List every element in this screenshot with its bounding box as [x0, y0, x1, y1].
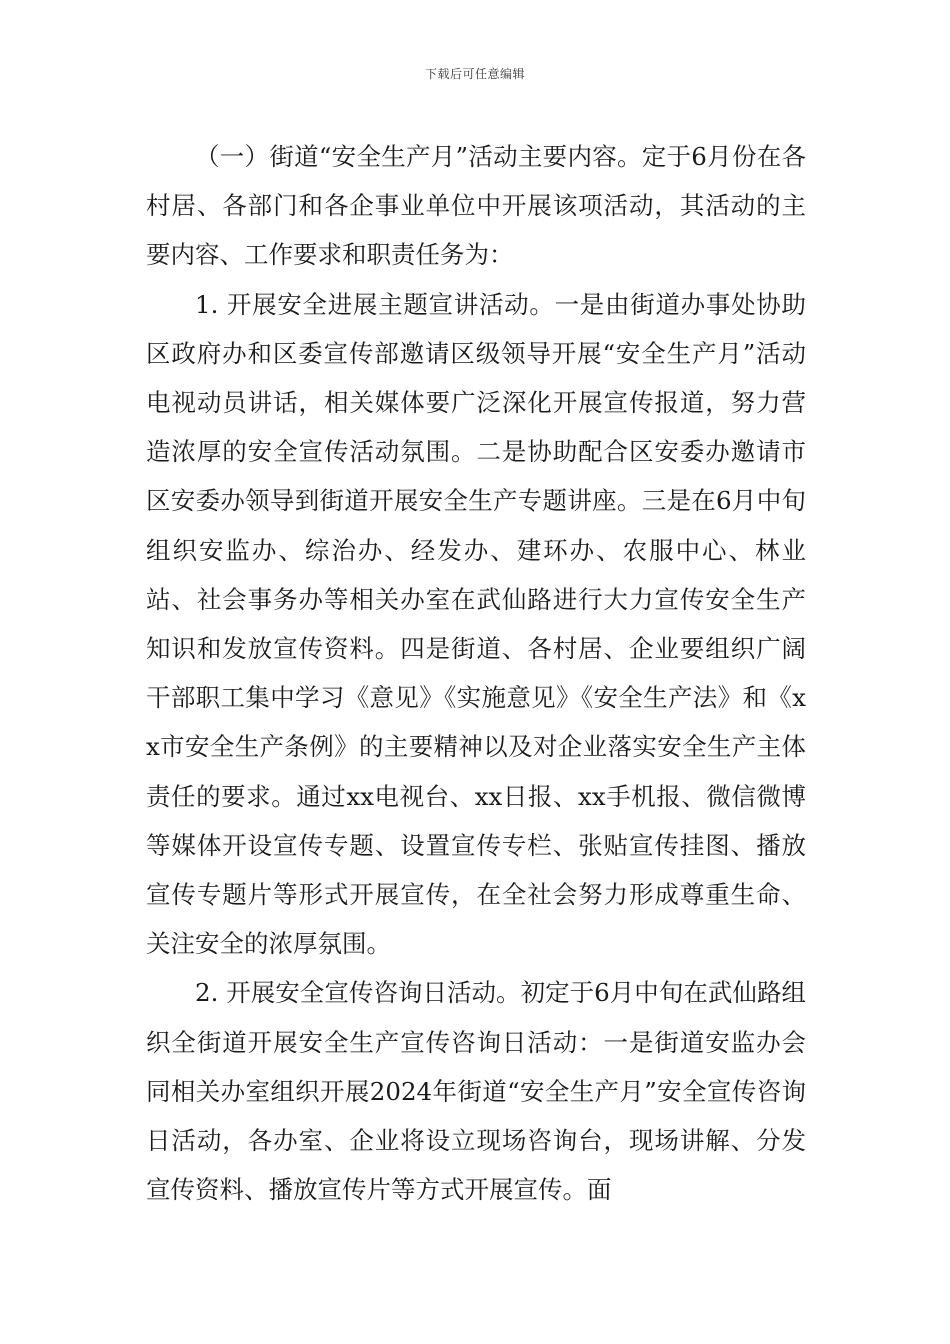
paragraph-item-2: 2. 开展安全宣传咨询日活动。初定于6月中旬在武仙路组织全街道开展安全生产宣传咨询日活动：一是街道安监办会同相关办室组织开展2024年街道“安全生产月”安全宣传咨询日活动，各办室、企业将设立现场咨询台，现场讲解、分发宣传资料、播放宣传片等方式开展宣传。面	[146, 978, 806, 1205]
paragraph-section-intro: （一）街道“安全生产月”活动主要内容。定于6月份在各村居、各部门和各企事业单位中开展该项活动，其活动的主要内容、工作要求和职责任务为：	[146, 142, 806, 270]
page-header-note: 下载后可任意编辑	[424, 67, 525, 81]
document-body	[146, 132, 806, 1214]
paragraph-item-1: 1. 开展安全进展主题宣讲活动。一是由街道办事处协助区政府办和区委宣传部邀请区级领导开展“安全生产月”活动电视动员讲话，相关媒体要广泛深化开展宣传报道，努力营造浓厚的安全宣传活动氛围。二是协助配合区安委办邀请市区安委办领导到街道开展安全生产专题讲座。三是在6月中旬组织安监办、综治办、经发办、建环办、农服中心、林业站、社会事务办等相关办室在武仙路进行大力宣传安全生产知识和发放宣传资料。四是街道、各村居、企业要组织广阔干部职工集中学习《意见》《实施意见》《安全生产法》和《xx市安全生产条例》的主要精神以及对企业落实安全生产主体责任的要求。通过xx电视台、xx日报、xx手机报、微信微博等媒体开设宣传专题、设置宣传专栏、张贴宣传挂图、播放宣传专题片等形式开展宣传，在全社会努力形成尊重生命、关注安全的浓厚氛围。	[146, 289, 806, 959]
